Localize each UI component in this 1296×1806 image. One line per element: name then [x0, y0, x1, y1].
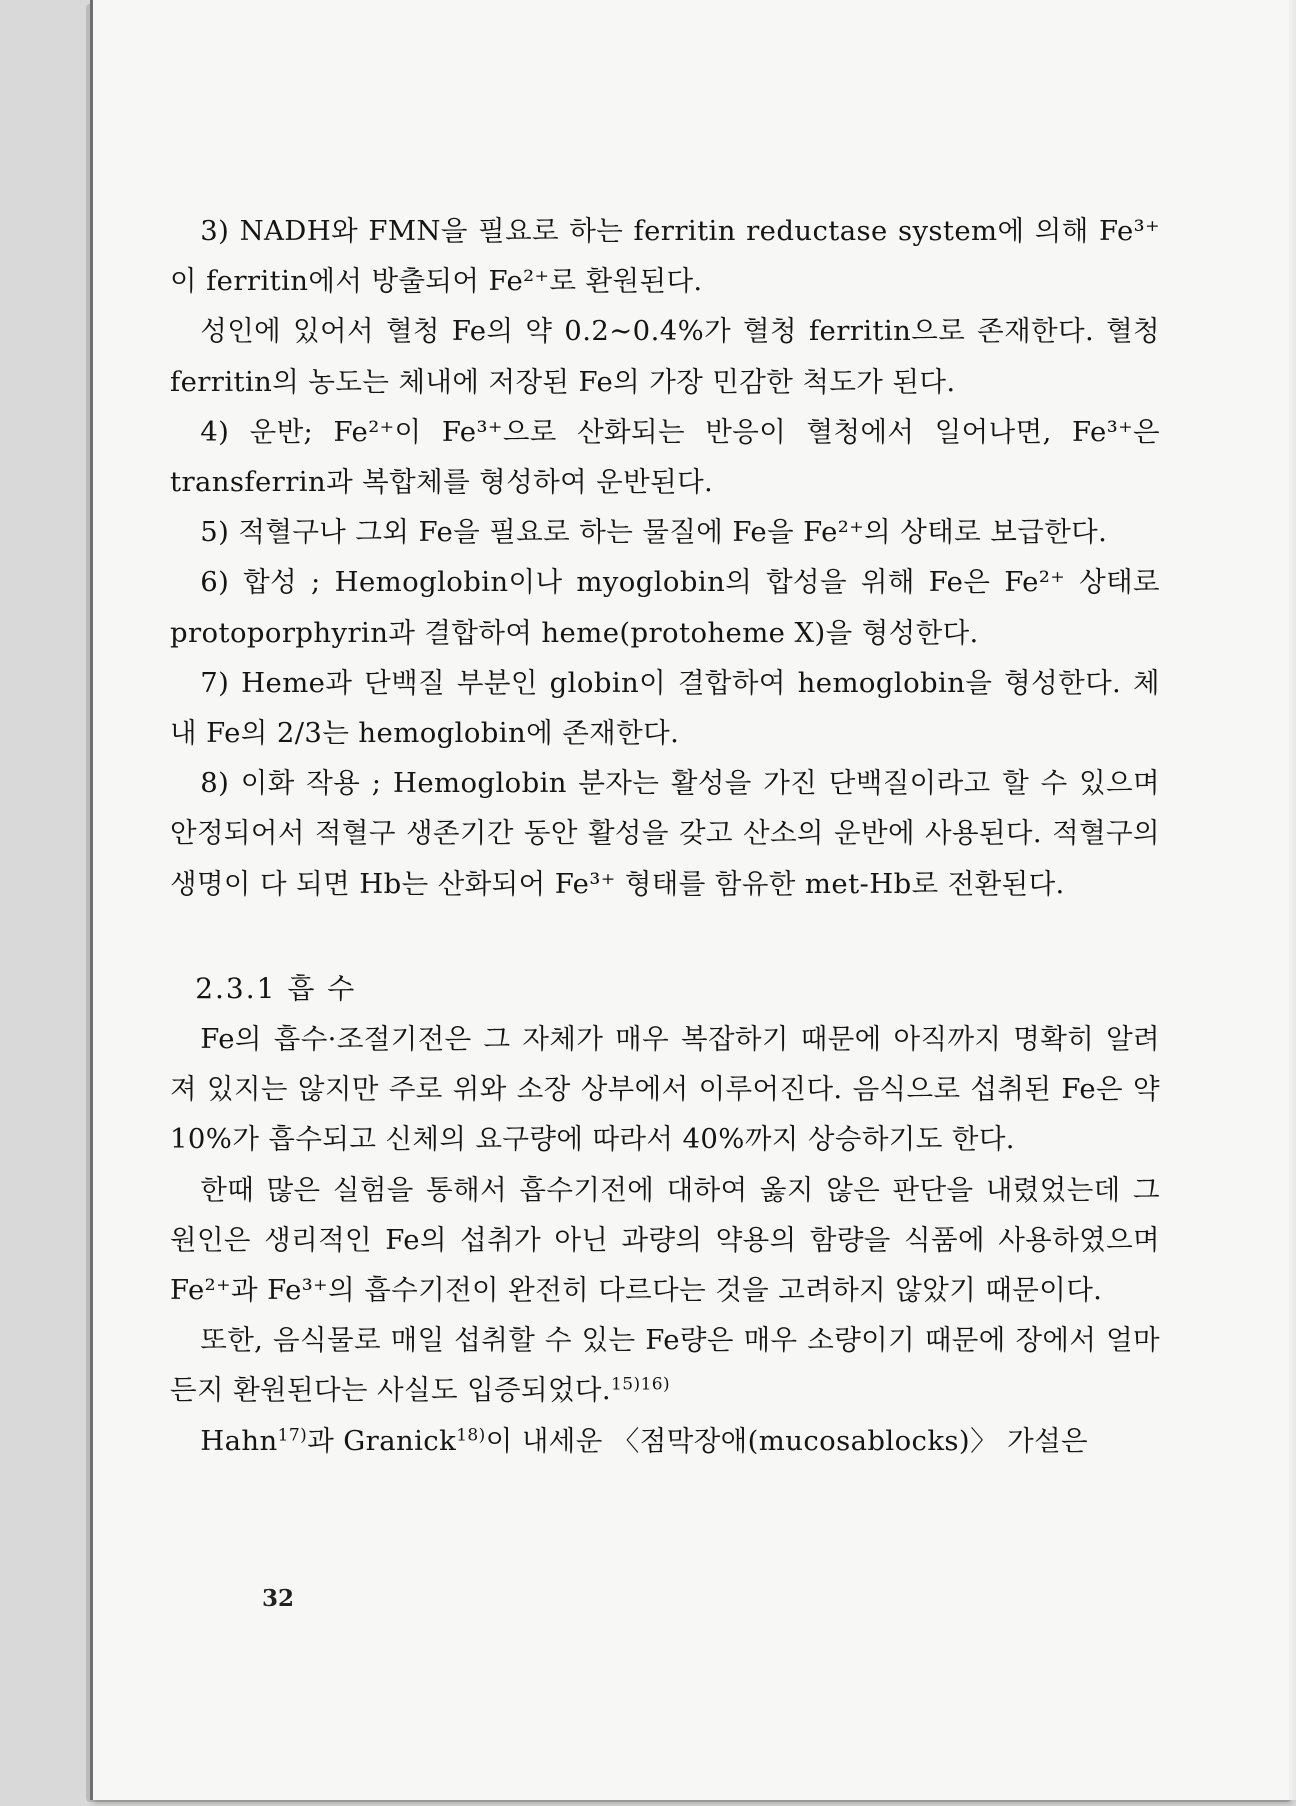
section-heading-absorption: 2.3.1 흡 수	[195, 971, 357, 1005]
paragraph-heme-globin: 7) Heme과 단백질 부분인 globin이 결합하여 hemoglobin을 형성한다. 체내 Fe의 2/3는 hemoglobin에 존재한다.	[170, 666, 1160, 750]
paragraph-transport: 4) 운반; Fe²⁺이 Fe³⁺으로 산화되는 반응이 혈청에서 일어나면, Fe³⁺은 transferrin과 복합체를 형성하여 운반된다.	[170, 415, 1160, 499]
paragraph-serum-ferritin: 성인에 있어서 혈청 Fe의 약 0.2∼0.4%가 혈청 ferritin으로 존재한다. 혈청 ferritin의 농도는 체내에 저장된 Fe의 가장 민감한 척도가 된다.	[170, 315, 1160, 398]
citation-15-16: 15)16)	[611, 1375, 671, 1396]
page-edge	[1289, 0, 1296, 1800]
hahn-text: Hahn	[200, 1424, 278, 1457]
paragraph-mucosal-block	[170, 1416, 1160, 1466]
paragraph-absorption-mechanism: Fe의 흡수·조절기전은 그 자체가 매우 복잡하기 때문에 아직까지 명확히 알려져 있지는 않지만 주로 위와 소장 상부에서 이루어진다. 음식으로 섭취된 Fe은 약 10%가 흡수되고 신체의 요구량에 따라서 40%까지 상승하기도 한다.	[170, 1023, 1160, 1156]
hypothesis-text: 이 내세운 〈점막장애(mucosablocks)〉 가설은	[485, 1424, 1089, 1457]
citation-18: 18)	[456, 1425, 486, 1446]
page-body	[170, 206, 1160, 1466]
reduction-text: 또한, 음식물로 매일 섭취할 수 있는 Fe량은 매우 소량이기 때문에 장에서 얼마든지 환원된다는 사실도 입증되었다.	[170, 1324, 1160, 1407]
page-number: 32	[262, 1585, 295, 1612]
paragraph-catabolism: 8) 이화 작용 ; Hemoglobin 분자는 활성을 가진 단백질이라고 할 수 있으며 안정되어서 적혈구 생존기간 동안 활성을 갖고 산소의 운반에 사용된다. 적혈구의 생명이 다 되면 Hb는 산화되어 Fe³⁺ 형태를 함유한 met-Hb로 전환된다.	[170, 767, 1160, 900]
paragraph-ferritin-reductase: 3) NADH와 FMN을 필요로 하는 ferritin reductase system에 의해 Fe³⁺이 ferritin에서 방출되어 Fe²⁺로 환원된다.	[170, 215, 1160, 298]
paragraph-synthesis: 6) 합성 ; Hemoglobin이나 myoglobin의 합성을 위해 Fe은 Fe²⁺ 상태로 protoporphyrin과 결합하여 heme(protoheme X)을 형성한다.	[170, 566, 1160, 649]
citation-17: 17)	[277, 1425, 308, 1446]
paragraph-supply: 5) 적혈구나 그외 Fe을 필요로 하는 물질에 Fe을 Fe²⁺의 상태로 보급한다.	[200, 516, 1108, 549]
paragraph-reduction	[170, 1315, 1160, 1415]
paragraph-experiments: 한때 많은 실험을 통해서 흡수기전에 대하여 옳지 않은 판단을 내렸었는데 그 원인은 생리적인 Fe의 섭취가 아닌 과량의 약용의 함량을 식품에 사용하였으며 Fe²⁺과 Fe³⁺의 흡수기전이 완전히 다르다는 것을 고려하지 않았기 때문이다.	[170, 1173, 1160, 1307]
granick-text: 과 Granick	[307, 1424, 457, 1457]
